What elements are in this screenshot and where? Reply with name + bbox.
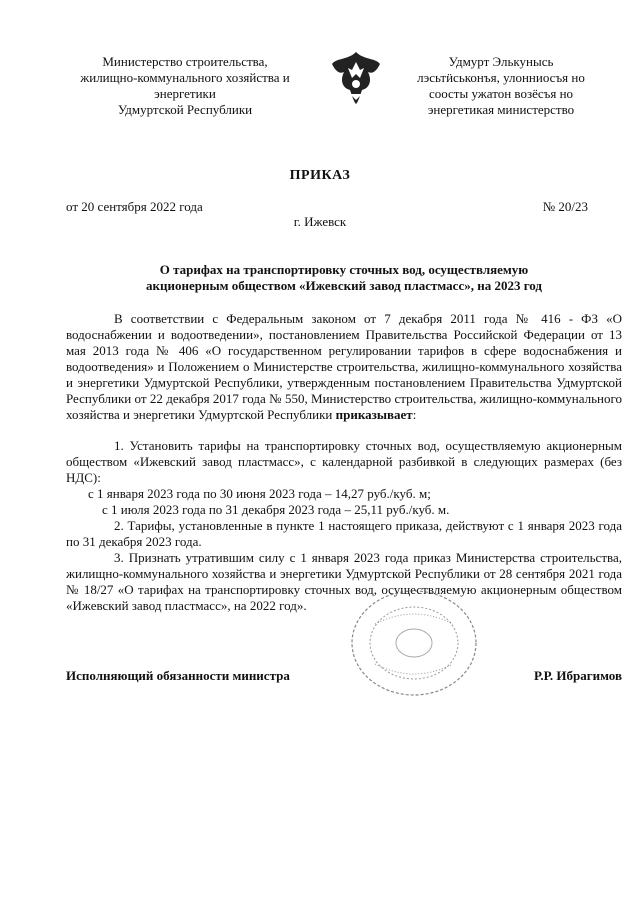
coat-of-arms-icon	[330, 50, 382, 106]
order-subject	[66, 262, 622, 294]
header-left-line: Удмуртской Республики	[117, 102, 253, 117]
item-1-paragraph: 1. Установить тарифы на транспортировку сточных вод, осуществляемую акционерным обществом «Ижевский завод пластмасс», с календарной разбивкой в следующих размерах (без НДС):	[66, 438, 622, 485]
ministry-name-udmurt	[390, 54, 612, 118]
header-right-line: лэсьтӥськонъя, улонниосъя но	[417, 70, 585, 85]
header-left-line: Министерство строительства,	[102, 54, 268, 69]
signatory-name: Р.Р. Ибрагимов	[534, 668, 622, 683]
header-right-line: соосты ужатон возёсъя но	[428, 86, 574, 101]
order-city: г. Ижевск	[293, 214, 347, 229]
preamble-text: В соответствии с Федеральным законом от 7 декабря 2011 года № 416 - ФЗ «О водоснабжении и водоотведении», постановлением Правительства Российской Федерации от 13 мая 2013 года № 406 «О государственном регулировании тарифов в сфере водоснабжения и водоотведения» и Положением о Министерстве строительства, жилищно-коммунального хозяйства и энергетики Удмуртской Республики, утвержденным постановлением Правительства Удмуртской Республики от 22 декабря 2017 года № 550, Министерство строительства, жилищно-коммунального хозяйства и энергетики Удмуртской Республики	[66, 311, 622, 422]
preamble-paragraph	[66, 311, 622, 423]
subject-line: О тарифах на транспортировку сточных вод, осуществляемую	[159, 262, 529, 277]
round-seal-stamp-icon	[345, 584, 483, 702]
order-number: № 20/23	[542, 199, 588, 214]
document-title: ПРИКАЗ	[289, 168, 351, 183]
preamble-order-word: приказывает	[335, 407, 413, 422]
header-right-line: энергетикая министерство	[427, 102, 575, 117]
tariff-period-1: с 1 января 2023 года по 30 июня 2023 года – 14,27 руб./куб. м;	[88, 486, 431, 501]
item-2-paragraph: 2. Тарифы, установленные в пункте 1 настоящего приказа, действуют с 1 января 2023 года по 31 декабря 2023 года.	[66, 518, 622, 549]
item-3-paragraph: 3. Признать утратившим силу с 1 января 2023 года приказ Министерства строительства, жилищно-коммунального хозяйства и энергетики Удмуртской Республики от 28 сентября 2021 года № 18/27 «О тарифах на транспортировку сточных вод, осуществляемую акционерным обществом «Ижевский завод пластмасс», на 2022 год».	[66, 550, 622, 613]
order-date: от 20 сентября 2022 года	[66, 199, 203, 214]
tariff-period-2: с 1 июля 2023 года по 31 декабря 2023 года – 25,11 руб./куб. м.	[102, 502, 450, 517]
header-left-line: жилищно-коммунального хозяйства и	[80, 70, 290, 85]
header-left-line: энергетики	[154, 86, 216, 101]
signatory-position: Исполняющий обязанности министра	[66, 668, 290, 683]
order-body	[66, 311, 622, 614]
subject-line: акционерным обществом «Ижевский завод пластмасс», на 2023 год	[146, 278, 542, 293]
header-right-line: Удмурт Элькунысь	[448, 54, 554, 69]
preamble-end: :	[412, 407, 417, 422]
ministry-name-russian	[50, 54, 320, 118]
